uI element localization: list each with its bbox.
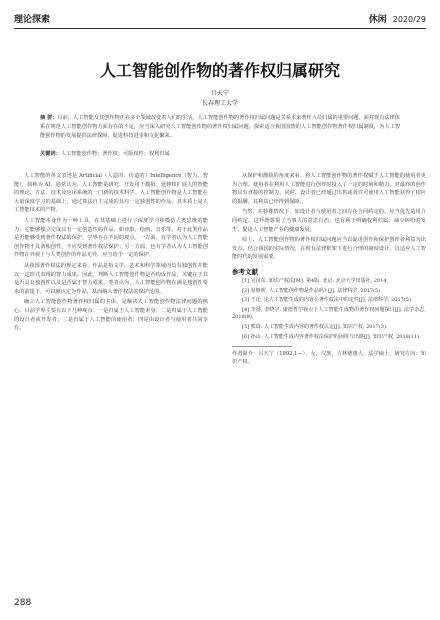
journal-name: 休闲	[368, 15, 387, 25]
footnote-rule	[232, 346, 292, 347]
author-affiliation: 长春理工大学	[201, 100, 238, 107]
abstract-label: 摘 要：	[40, 115, 58, 121]
references-heading: 参考文献	[232, 267, 258, 276]
right-column	[232, 172, 426, 366]
body-paragraph: 从保护和激励的角度来看，将人工智能创作物的著作权赋予人工智能的使用者更为合理。使用者在利用人工智能进行创作时投入了一定的时间和精力，对最终的创作物具有直接的控制力。同时，设计者已经通过出售或者许可使用人工智能获得了相应的报酬，其利益已经得到保障。	[232, 173, 426, 205]
author-bio: 作者简介：吕天宁（1992.1—），女，汉族，吉林德惠人，法学硕士，研究方向：知识产权。	[232, 351, 426, 366]
body-paragraph: 从我国著作权法的规定来看，作品是指文学、艺术和科学领域内具有独创性并能以一定形式表现的智力成果。因此，判断人工智能创作物是否构成作品，关键在于其是否具有独创性以及是否属于智力成果。笔者认为，人工智能创作物在满足独创性要求的前提下，可以被认定为作品，从而纳入著作权法的保护范围。	[14, 262, 208, 295]
reference-item: [3] 王迁. 论人工智能生成的内容在著作权法中的定性[J]. 法律科学, 2017(5).	[242, 297, 413, 304]
keywords	[40, 150, 400, 157]
header-rule	[14, 28, 426, 29]
article-title: 人工智能创作物的著作权归属研究	[99, 61, 340, 80]
body-paragraph: 当然，在特殊情况下，如设计者与使用者之间存在合同约定的，应当优先适用合同约定。这样既尊重了当事人的意思自治，也有利于明确权利归属，减少纠纷的发生，促进人工智能产业的健康发展。	[232, 209, 426, 233]
body-paragraph: 确立人工智能创作物著作权归属的主体，是解决人工智能创作物法律问题的核心。目前学界主要有以下几种观点：一是归属于人工智能本身；二是归属于人工智能的设计者或开发者；三是归属于人工智能的使用者；四是由设计者与使用者共同享有。	[14, 299, 208, 332]
author-name: 吕天宁	[210, 90, 229, 97]
page-header	[14, 8, 426, 28]
reference-item: [2] 易继明. 人工智能创作物是作品吗? [J]. 法律科学, 2017(5).	[242, 287, 382, 294]
page-number: 288	[14, 598, 32, 608]
abstract	[40, 114, 400, 141]
keywords-label: 关键词：	[40, 151, 61, 157]
keywords-text: 人工智能创作物；著作权；可版权性；权利归属	[60, 151, 170, 157]
reference-item: [1] 吴汉东. 知识产权法[M]. 第4版. 北京: 北京大学出版社, 2014.	[242, 277, 389, 284]
issue-date: 2020/29	[392, 15, 426, 24]
reference-item: [5] 熊琦. 人工智能生成内容的著作权认定[J]. 知识产权, 2017(3).	[242, 323, 388, 330]
journal-info	[369, 12, 426, 25]
body-paragraph: 人工智能本身作为一种工具，在其基础上进行了深度学习和模仿人类思维的能力，它能够独立完成具有一定创造性的作品，如诗歌、绘画、音乐等。对于此类作品是否能够受到著作权法的保护，学界存在不同的观点。一方面，有学者认为人工智能创作物不具备独创性，不应受到著作权法保护；另一方面，也有学者认为人工智能创作物在外观上与人类创作的作品无异，应当给予一定的保护。	[14, 217, 208, 259]
body-paragraph: 综上，人工智能创作物的著作权归属问题应当以促进创作和保护创作者利益为出发点，结合我国的实际情况，在现有法律框架下进行合理的制度设计，以适应人工智能时代的发展需要。	[232, 237, 426, 261]
left-column	[14, 172, 208, 335]
reference-item: [6] 孙山. 人工智能生成内容著作权法保护的困境与出路[J]. 知识产权, 2018(11).	[242, 333, 421, 340]
body-paragraph: 人工智能的英文表述是 Artificial（人造的、仿造的）Intelligence（智力、智能），简称为 AI。通常认为，人工智能是研究、开发用于模拟、延伸和扩展人的智能的理论、方法、技术及应用系统的一门新的技术科学。人工智能创作物是人工智能在大量深度学习的基础上，通过算法自主完成的具有一定独创性的作品，其本质上是人工智能技术的产物。	[14, 173, 208, 214]
abstract-text: 目前，人工智能及其创作物正在多个领域改变着人们的生活。人工智能创作物的著作权归属问题是关系未来著作人员归属的重要问题。面对现有法律体系在规范人工智能创作物方面存在的不足，应当深入研究人工智能创作物的著作权归属问题，探索适合我国国情的人工智能创作物著作权归属制度，为人工智能创作物的发展提供法律保障，促进科技进步和文化繁荣。	[40, 115, 400, 139]
section-label: 理论探索	[14, 15, 51, 25]
reference-item: [4] 李扬, 李晓宇. 康德哲学视点下人工智能生成物的著作权问题探讨[J]. 法学杂志, 2018(9).	[232, 306, 426, 321]
